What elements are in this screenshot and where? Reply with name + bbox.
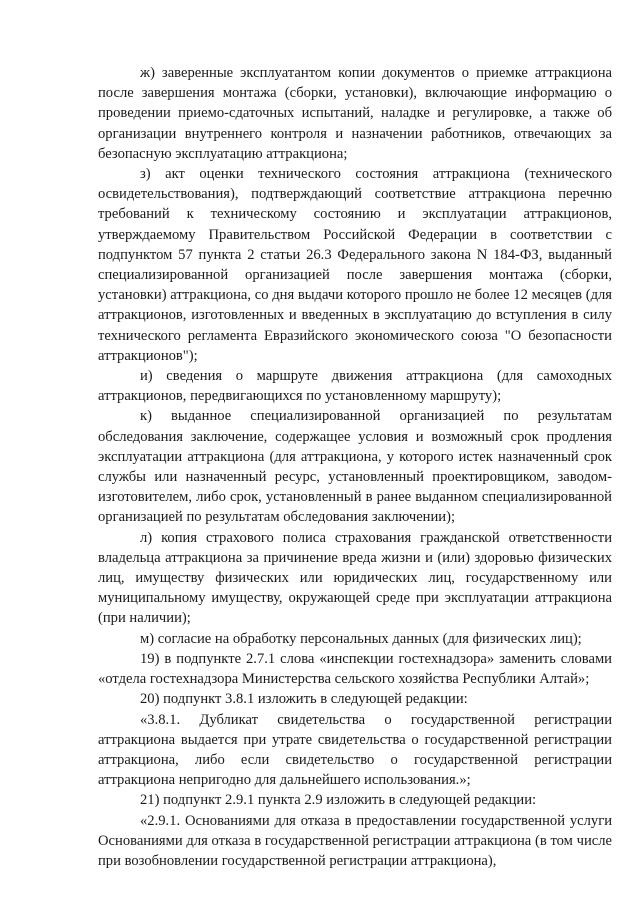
paragraph-item-k: к) выданное специализированной организацией по результатам обследования заключение, содержащее условия и возможный срок продления эксплуатации аттракциона (для аттракциона, у которого истек назначенный срок службы или назначенный ресурс, установленный проектировщиком, заводом-изготовителем, либо срок, установленный в ранее выданном специализированной организацией по результатам обследования заключении); [98, 408, 612, 526]
paragraph-quote-3-8-1: «3.8.1. Дубликат свидетельства о государственной регистрации аттракциона выдается при утрате свидетельства о государственной регистрации аттракциона, либо если свидетельство о государственной регистрации аттракциона непригодно для дальнейшего использования.»; [98, 711, 612, 789]
paragraph-item-z: з) акт оценки технического состояния аттракциона (технического освидетельствования), подтверждающий соответствие аттракциона перечню требований к техническому состоянию и эксплуатации аттракционов, утверждаемому Правительством Российской Федерации в соответствии с подпунктом 57 пункта 2 статьи 26.3 Федерального закона N 184-ФЗ, выданный специализированной организацией после завершения монтажа (сборки, установки) аттракциона, со дня выдачи которого прошло не более 12 месяцев (для аттракционов, изготовленных и введенных в эксплуатацию до вступления в силу технического регламента Евразийского экономического союза "О безопасности аттракционов"); [98, 166, 612, 364]
paragraph-item-i: и) сведения о маршруте движения аттракциона (для самоходных аттракционов, передвигающихся по установленному маршруту); [98, 368, 612, 405]
paragraph-item-l: л) копия страхового полиса страхования гражданской ответственности владельца аттракциона за причинение вреда жизни и (или) здоровью физических лиц, имуществу физических или юридических лиц, государственному или муниципальному имуществу, окружающей среде при эксплуатации аттракциона (при наличии); [98, 529, 612, 627]
paragraph-item-zh: ж) заверенные эксплуатантом копии документов о приемке аттракциона после завершения монтажа (сборки, установки), включающие информацию о проведении приемо-сдаточных испытаний, наладке и регулировке, а также об организации внутреннего контроля и назначении работников, отвечающих за безопасную эксплуатацию аттракциона; [98, 65, 612, 162]
paragraph-amendment-21: 21) подпункт 2.9.1 пункта 2.9 изложить в следующей редакции: [140, 792, 537, 809]
paragraph-amendment-19: 19) в подпункте 2.7.1 слова «инспекции гостехнадзора» заменить словами «отдела гостехнадзора Министерства сельского хозяйства Республики Алтай»; [98, 650, 612, 688]
paragraph-amendment-20: 20) подпункт 3.8.1 изложить в следующей редакции: [140, 691, 468, 708]
paragraph-item-m: м) согласие на обработку персональных данных (для физических лиц); [140, 630, 582, 647]
paragraph-quote-2-9-1: «2.9.1. Основаниями для отказа в предоставлении государственной услуги Основаниями для отказа в государственной регистрации аттракциона (в том числе при возобновлении государственной регистрации аттракциона), [98, 812, 612, 869]
